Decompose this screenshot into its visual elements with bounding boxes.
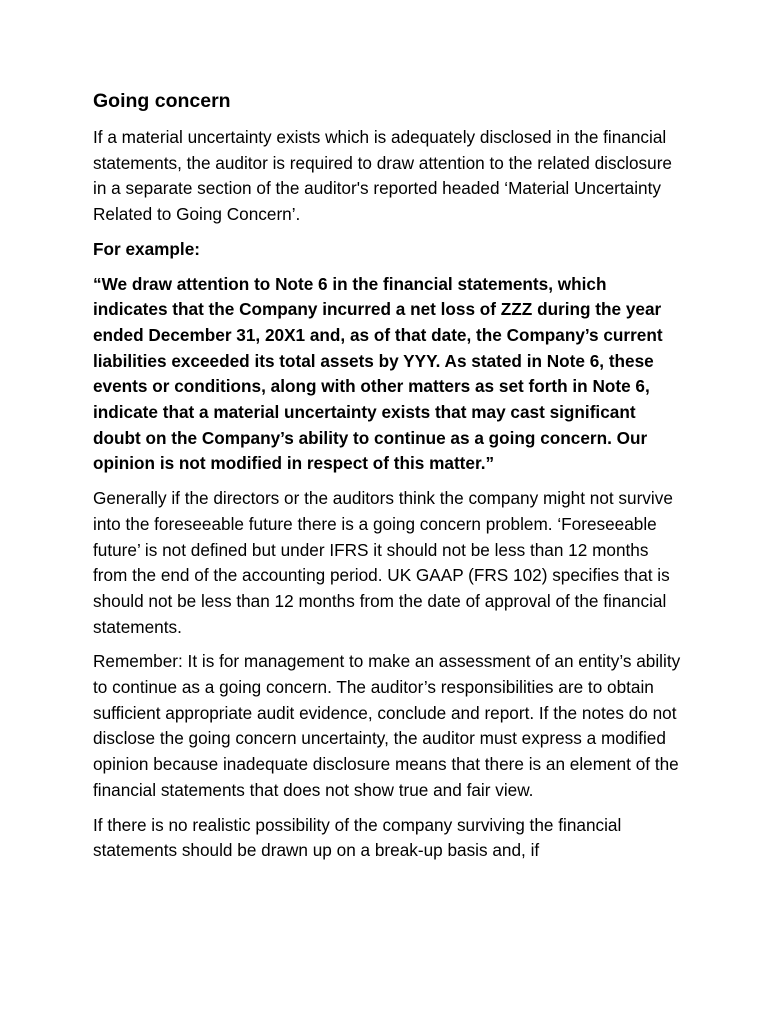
document-heading: Going concern: [93, 90, 231, 112]
paragraph-material-uncertainty: If a material uncertainty exists which is adequately disclosed in the financial statements, the auditor is required to draw attention to the related disclosure in a separate section of the auditor's reported headed ‘Material Uncertainty Related to Going Concern’.: [93, 127, 672, 225]
paragraph-for-example: For example:: [93, 238, 200, 259]
paragraph-break-up-basis: If there is no realistic possibility of the company surviving the financial statements should be drawn up on a break-up basis and, if: [93, 814, 622, 861]
paragraph-example-quote: “We draw attention to Note 6 in the financial statements, which indicates that the Company incurred a net loss of ZZZ during the year ended December 31, 20X1 and, as of that date, the Company’s current liabilities exceeded its total assets by YYY. As stated in Note 6, these events or conditions, along with other matters as set forth in Note 6, indicate that a material uncertainty exists that may cast significant doubt on the Company’s ability to continue as a going concern. Our opinion is not modified in respect of this matter.”: [93, 273, 663, 474]
paragraph-remember: Remember: It is for management to make an assessment of an entity’s ability to continue as a going concern. The auditor’s responsibilities are to obtain sufficient appropriate audit evidence, conclude and report. If the notes do not disclose the going concern uncertainty, the auditor must express a modified opinion because inadequate disclosure means that there is an element of the financial statements that does not show true and fair view.: [93, 651, 681, 800]
document-page: [93, 86, 683, 873]
paragraph-foreseeable-future: Generally if the directors or the auditors think the company might not survive into the foreseeable future there is a going concern problem. ‘Foreseeable future’ is not defined but under IFRS it should not be less than 12 months from the end of the accounting period. UK GAAP (FRS 102) specifies that is should not be less than 12 months from the date of approval of the financial statements.: [93, 488, 673, 637]
